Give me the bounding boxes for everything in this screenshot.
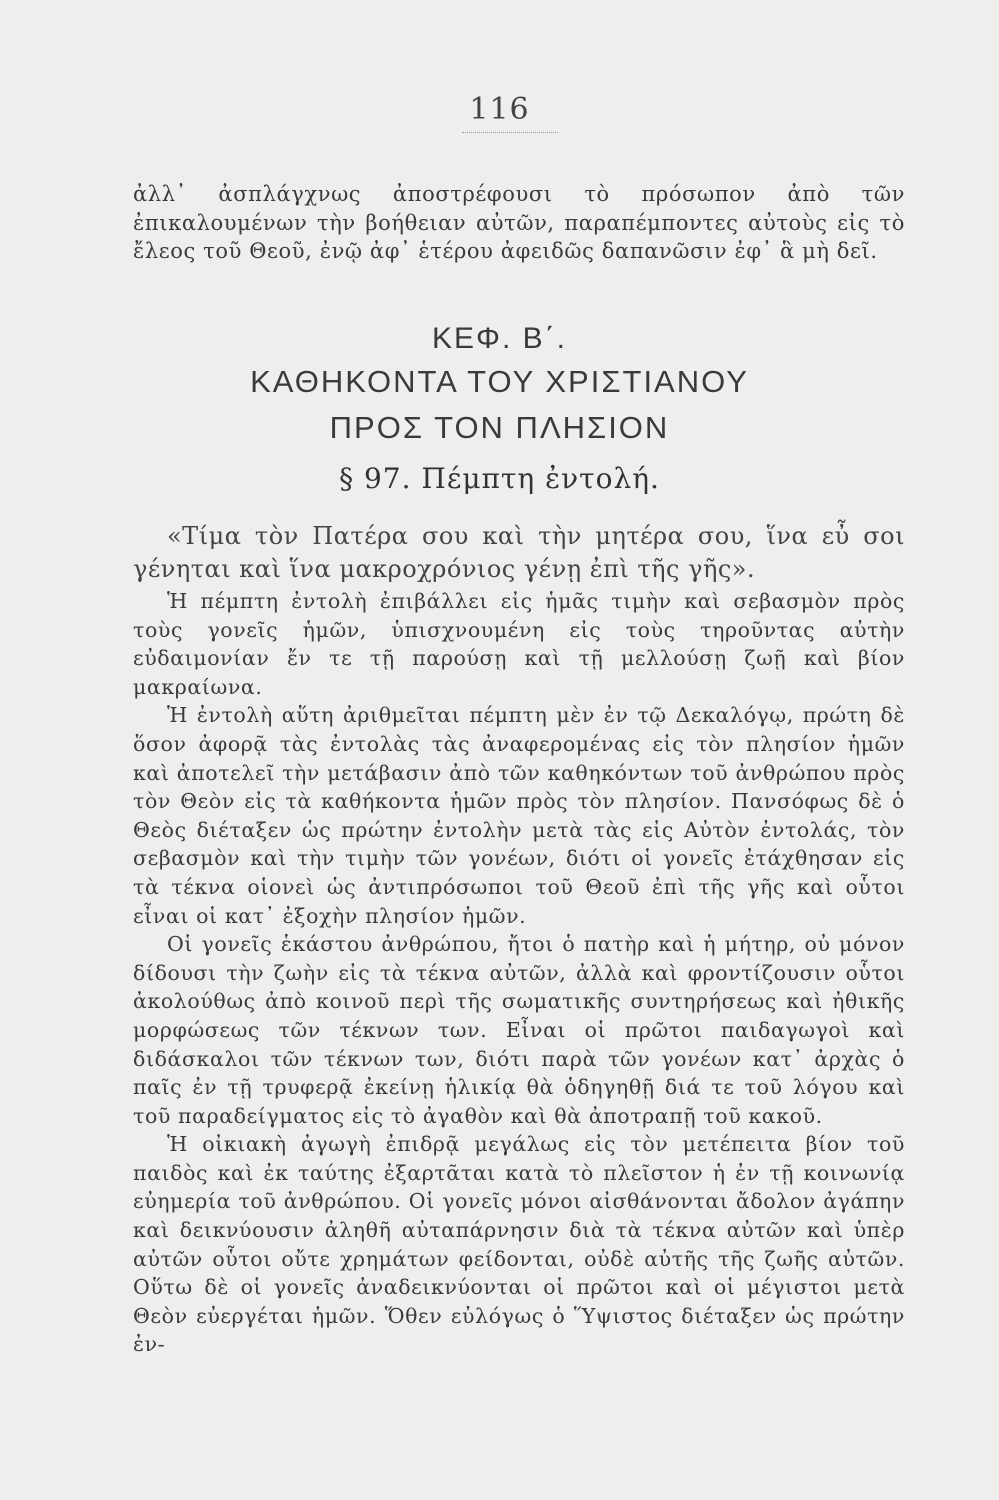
paragraph: Ἡ οἰκιακὴ ἀγωγὴ ἐπιδρᾷ μεγάλως εἰς τὸν μετέπειτα βίον τοῦ παιδὸς καὶ ἐκ ταύτης ἐξαρτᾶται κατὰ τὸ πλεῖστον ἡ ἐν τῇ κοινωνίᾳ εὐημερία τοῦ ἀνθρώπου. Οἱ γονεῖς μόνοι αἰσθάνονται ἄδολον ἀγάπην καὶ δεικνύουσιν ἀληθῆ αὐταπάρνησιν διὰ τὰ τέκνα αὐτῶν καὶ ὑπὲρ αὐτῶν οὗτοι οὔτε χρημάτων φείδονται, οὐδὲ αὐτῆς τῆς ζωῆς αὐτῶν. Οὕτω δὲ οἱ γονεῖς ἀναδεικνύονται οἱ πρῶτοι καὶ οἱ μέγιστοι μετὰ Θεὸν εὐεργέται ἡμῶν. Ὅθεν εὐλόγως ὁ Ὕψιστος διέταξεν ὡς πρώτην ἐν- <box>133 1132 905 1357</box>
header-rule <box>462 132 558 133</box>
chapter-title-line-1: ΚΑΘΗΚΟΝΤΑ ΤΟΥ ΧΡΙΣΤΙΑΝΟΥ <box>250 364 749 399</box>
commandment-quote: «Τίμα τὸν Πατέρα σου καὶ τὴν μητέρα σου, ἵνα εὖ σοι γένηται καὶ ἵνα μακροχρόνιος γένῃ ἐπὶ τῆς γῆς». <box>133 522 905 583</box>
intro-paragraph: ἀλλ᾽ ἀσπλάγχνως ἀποστρέφουσι τὸ πρόσωπον ἀπὸ τῶν ἐπικαλουμένων τὴν βοήθειαν αὐτῶν, παραπέμποντες αὐτοὺς εἰς τὸ ἔλεος τοῦ Θεοῦ, ἐνῷ ἀφ᾽ ἑτέρου ἀφειδῶς δαπανῶσιν ἐφ᾽ ἃ μὴ δεῖ. <box>133 182 905 263</box>
page-number: 116 <box>469 92 530 127</box>
paragraph: Ἡ ἐντολὴ αὕτη ἀριθμεῖται πέμπτη μὲν ἐν τῷ Δεκαλόγῳ, πρώτη δὲ ὅσον ἀφορᾷ τὰς ἐντολὰς τὰς ἀναφερομένας εἰς τὸν πλησίον ἡμῶν καὶ ἀποτελεῖ τὴν μετάβασιν ἀπὸ τῶν καθηκόντων τοῦ ἀνθρώπου πρὸς τὸν Θεὸν εἰς τὰ καθήκοντα ἡμῶν πρὸς τὸν πλησίον. Πανσόφως δὲ ὁ Θεὸς διέταξεν ὡς πρώτην ἐντολὴν μετὰ τὰς εἰς Αὐτὸν ἐντολάς, τὸν σεβασμὸν καὶ τὴν τιμὴν τῶν γονέων, διότι οἱ γονεῖς ἐτάχθησαν εἰς τὰ τέκνα οἱονεὶ ὡς ἀντιπρόσωποι τοῦ Θεοῦ ἐπὶ τῆς γῆς καὶ οὗτοι εἶναι οἱ κατ᾽ ἐξοχὴν πλησίον ἡμῶν. <box>133 703 905 928</box>
chapter-heading: ΚΕΦ. Β΄. <box>432 322 567 355</box>
chapter-title-line-2: ΠΡΟΣ ΤΟΝ ΠΛΗΣΙΟΝ <box>329 410 670 445</box>
section-heading: § 97. Πέμπτη ἐντολή. <box>339 462 660 495</box>
paragraph: Οἱ γονεῖς ἑκάστου ἀνθρώπου, ἤτοι ὁ πατὴρ καὶ ἡ μήτηρ, οὐ μόνον δίδουσι τὴν ζωὴν εἰς τὰ τέκνα αὐτῶν, ἀλλὰ καὶ φροντίζουσιν οὗτοι ἀκολούθως ἀπὸ κοινοῦ περὶ τῆς σωματικῆς συντηρήσεως καὶ ἠθικῆς μορφώσεως τῶν τέκνων των. Εἶναι οἱ πρῶτοι παιδαγωγοὶ καὶ διδάσκαλοι τῶν τέκνων των, διότι παρὰ τῶν γονέων κατ᾽ ἀρχὰς ὁ παῖς ἐν τῇ τρυφερᾷ ἐκείνῃ ἡλικίᾳ θὰ ὁδηγηθῇ διά τε τοῦ λόγου καὶ τοῦ παραδείγματος εἰς τὸ ἀγαθὸν καὶ θὰ ἀποτραπῇ τοῦ κακοῦ. <box>133 932 905 1128</box>
paragraph: Ἡ πέμπτη ἐντολὴ ἐπιβάλλει εἰς ἡμᾶς τιμὴν καὶ σεβασμὸν πρὸς τοὺς γονεῖς ἡμῶν, ὑπισχνουμένη εἰς τοὺς τηροῦντας αὐτὴν εὐδαιμονίαν ἔν τε τῇ παρούσῃ καὶ τῇ μελλούσῃ ζωῇ καὶ βίον μακραίωνα. <box>133 589 905 699</box>
body-text <box>133 587 905 1359</box>
